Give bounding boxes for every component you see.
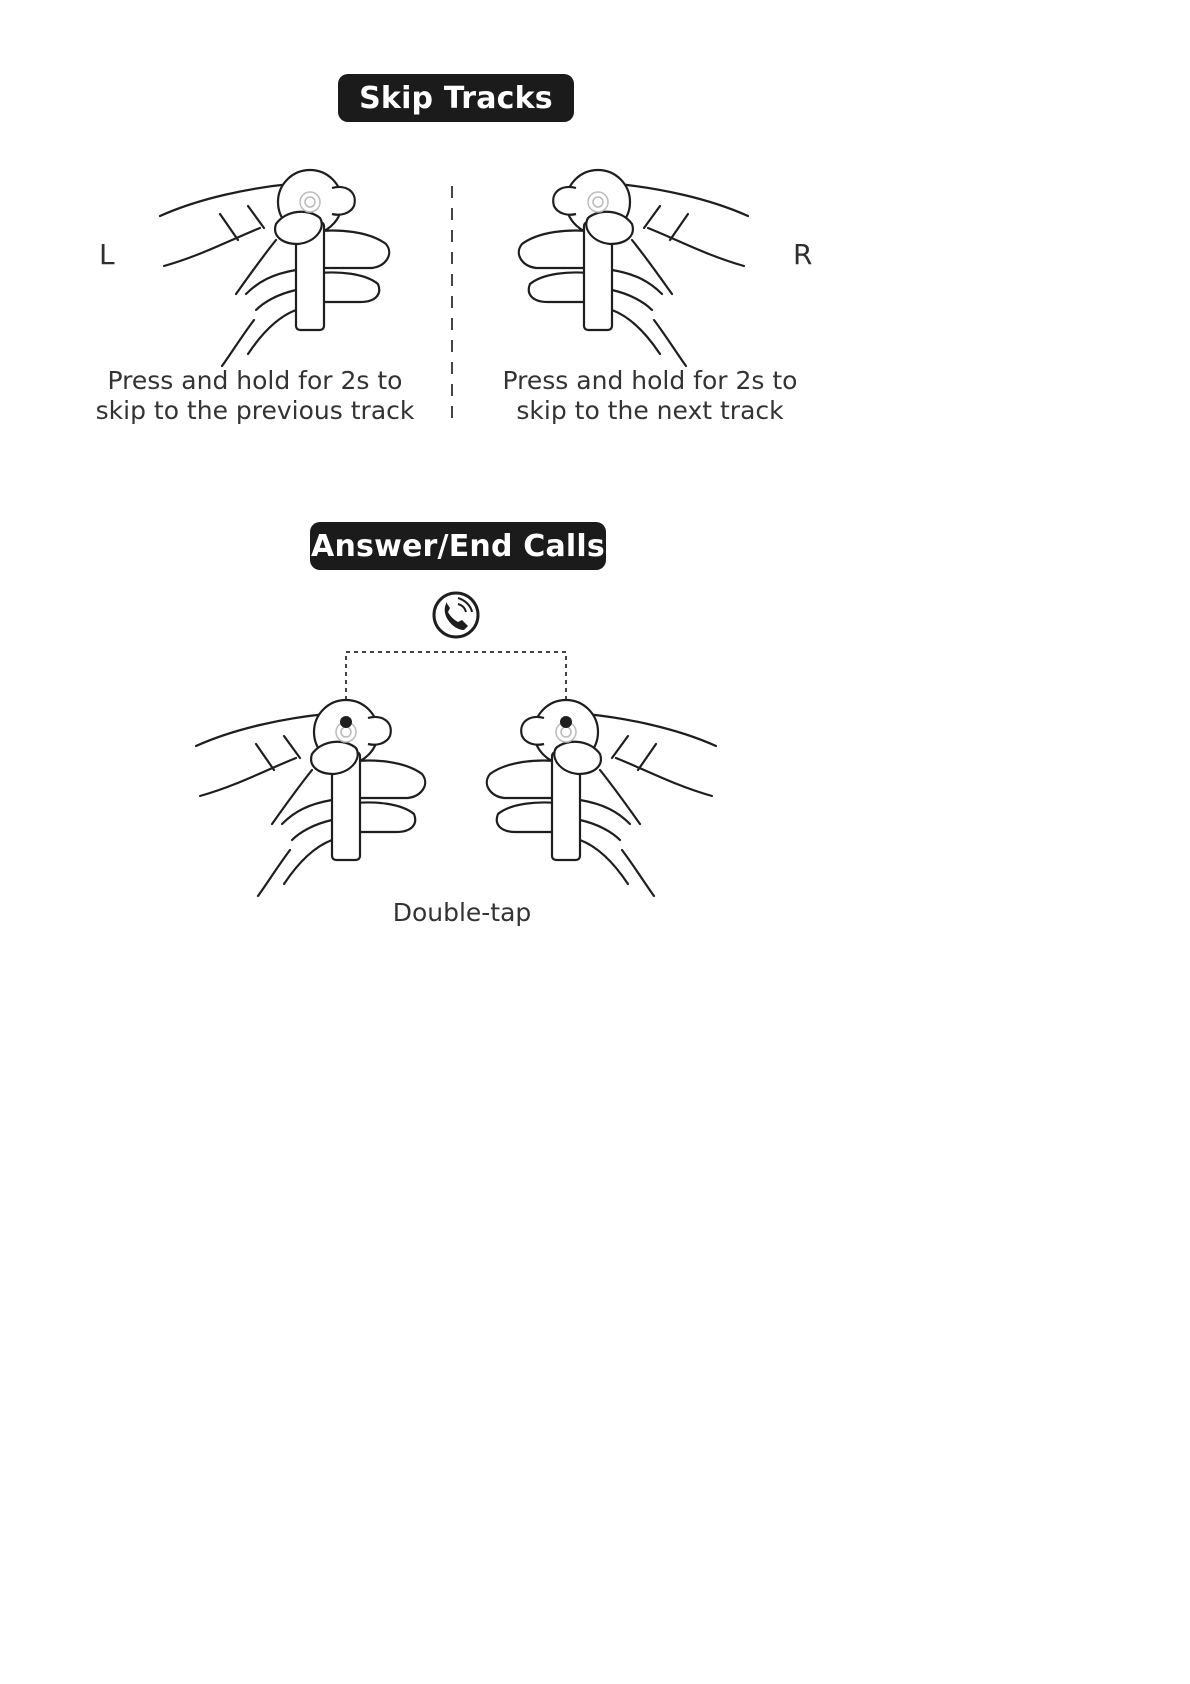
answer-end-calls-title: Answer/End Calls — [310, 522, 606, 570]
right-hand-double-tap-illustration — [487, 700, 716, 896]
left-side-label: L — [99, 238, 115, 271]
next-track-caption — [490, 366, 810, 426]
previous-track-caption-line2: skip to the previous track — [95, 396, 415, 425]
previous-track-caption-line1: Press and hold for 2s to — [107, 366, 403, 395]
next-track-caption-line1: Press and hold for 2s to — [502, 366, 798, 395]
right-hand-press-illustration — [519, 170, 748, 366]
next-track-caption-line2: skip to the next track — [516, 396, 784, 425]
double-tap-caption: Double-tap — [392, 898, 532, 927]
left-hand-double-tap-illustration — [196, 700, 425, 896]
skip-tracks-title: Skip Tracks — [338, 74, 574, 122]
phone-call-icon — [434, 593, 478, 637]
previous-track-caption — [95, 366, 415, 426]
left-hand-press-illustration — [160, 170, 389, 366]
right-side-label: R — [793, 238, 813, 271]
tap-connector — [346, 652, 566, 716]
